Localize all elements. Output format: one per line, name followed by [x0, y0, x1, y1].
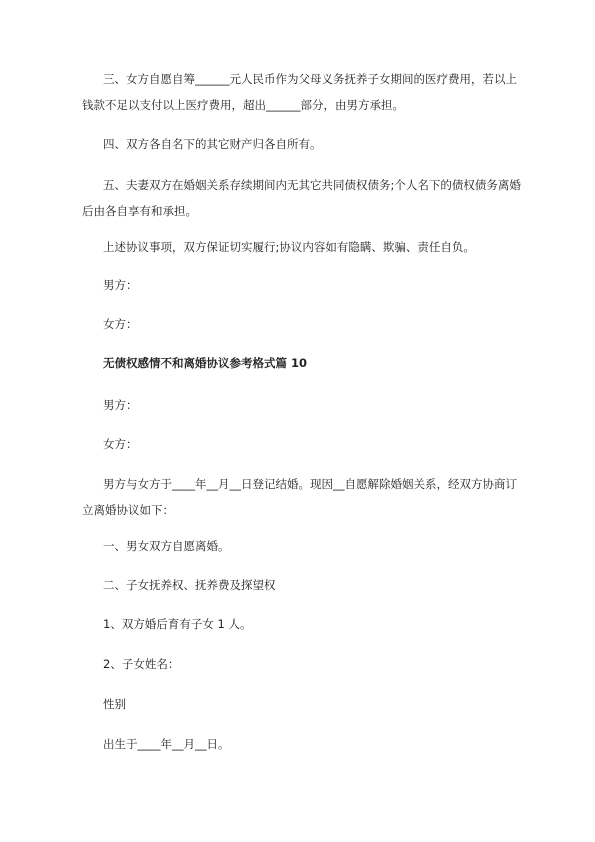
paragraph-debts: 五、夫妻双方在婚姻关系存续期间内无其它共同债权债务;个人名下的债权债务离婚后由各自享有和承担。 [82, 178, 521, 218]
party-female-label: 女方： [103, 437, 138, 451]
paragraph-marriage-registration: 男方与女方于____年__月__日登记结婚。现因__自愿解除婚姻关系，经双方协商订立离婚协议如下： [82, 477, 517, 517]
clause-2-2-child-name: 2、子女姓名： [103, 657, 180, 671]
paragraph-medical-expenses: 三、女方自愿自筹______元人民币作为父母义务抚养子女期间的医疗费用，若以上钱款不足以支付以上医疗费用，超出______部分，由男方承担。 [82, 72, 517, 112]
clause-2-custody: 二、子女抚养权、抚养费及探望权 [103, 578, 276, 592]
clause-1-voluntary-divorce: 一、男女双方自愿离婚。 [103, 539, 230, 553]
paragraph-other-property: 四、双方各自名下的其它财产归各自所有。 [103, 137, 322, 151]
party-male-label: 男方： [103, 398, 138, 412]
signature-female-label: 女方： [103, 317, 138, 331]
paragraph-agreement-guarantee: 上述协议事项，双方保证切实履行;协议内容如有隐瞒、欺骗、责任自负。 [103, 240, 475, 254]
signature-male-label: 男方： [103, 278, 138, 292]
clause-2-1-children: 1、双方婚后育有子女 1 人。 [103, 617, 252, 631]
section-heading: 无债权感情不和离婚协议参考格式篇 10 [103, 356, 308, 370]
child-gender-label: 性别 [103, 697, 126, 711]
child-birthdate-label: 出生于____年__月__日。 [103, 737, 230, 751]
